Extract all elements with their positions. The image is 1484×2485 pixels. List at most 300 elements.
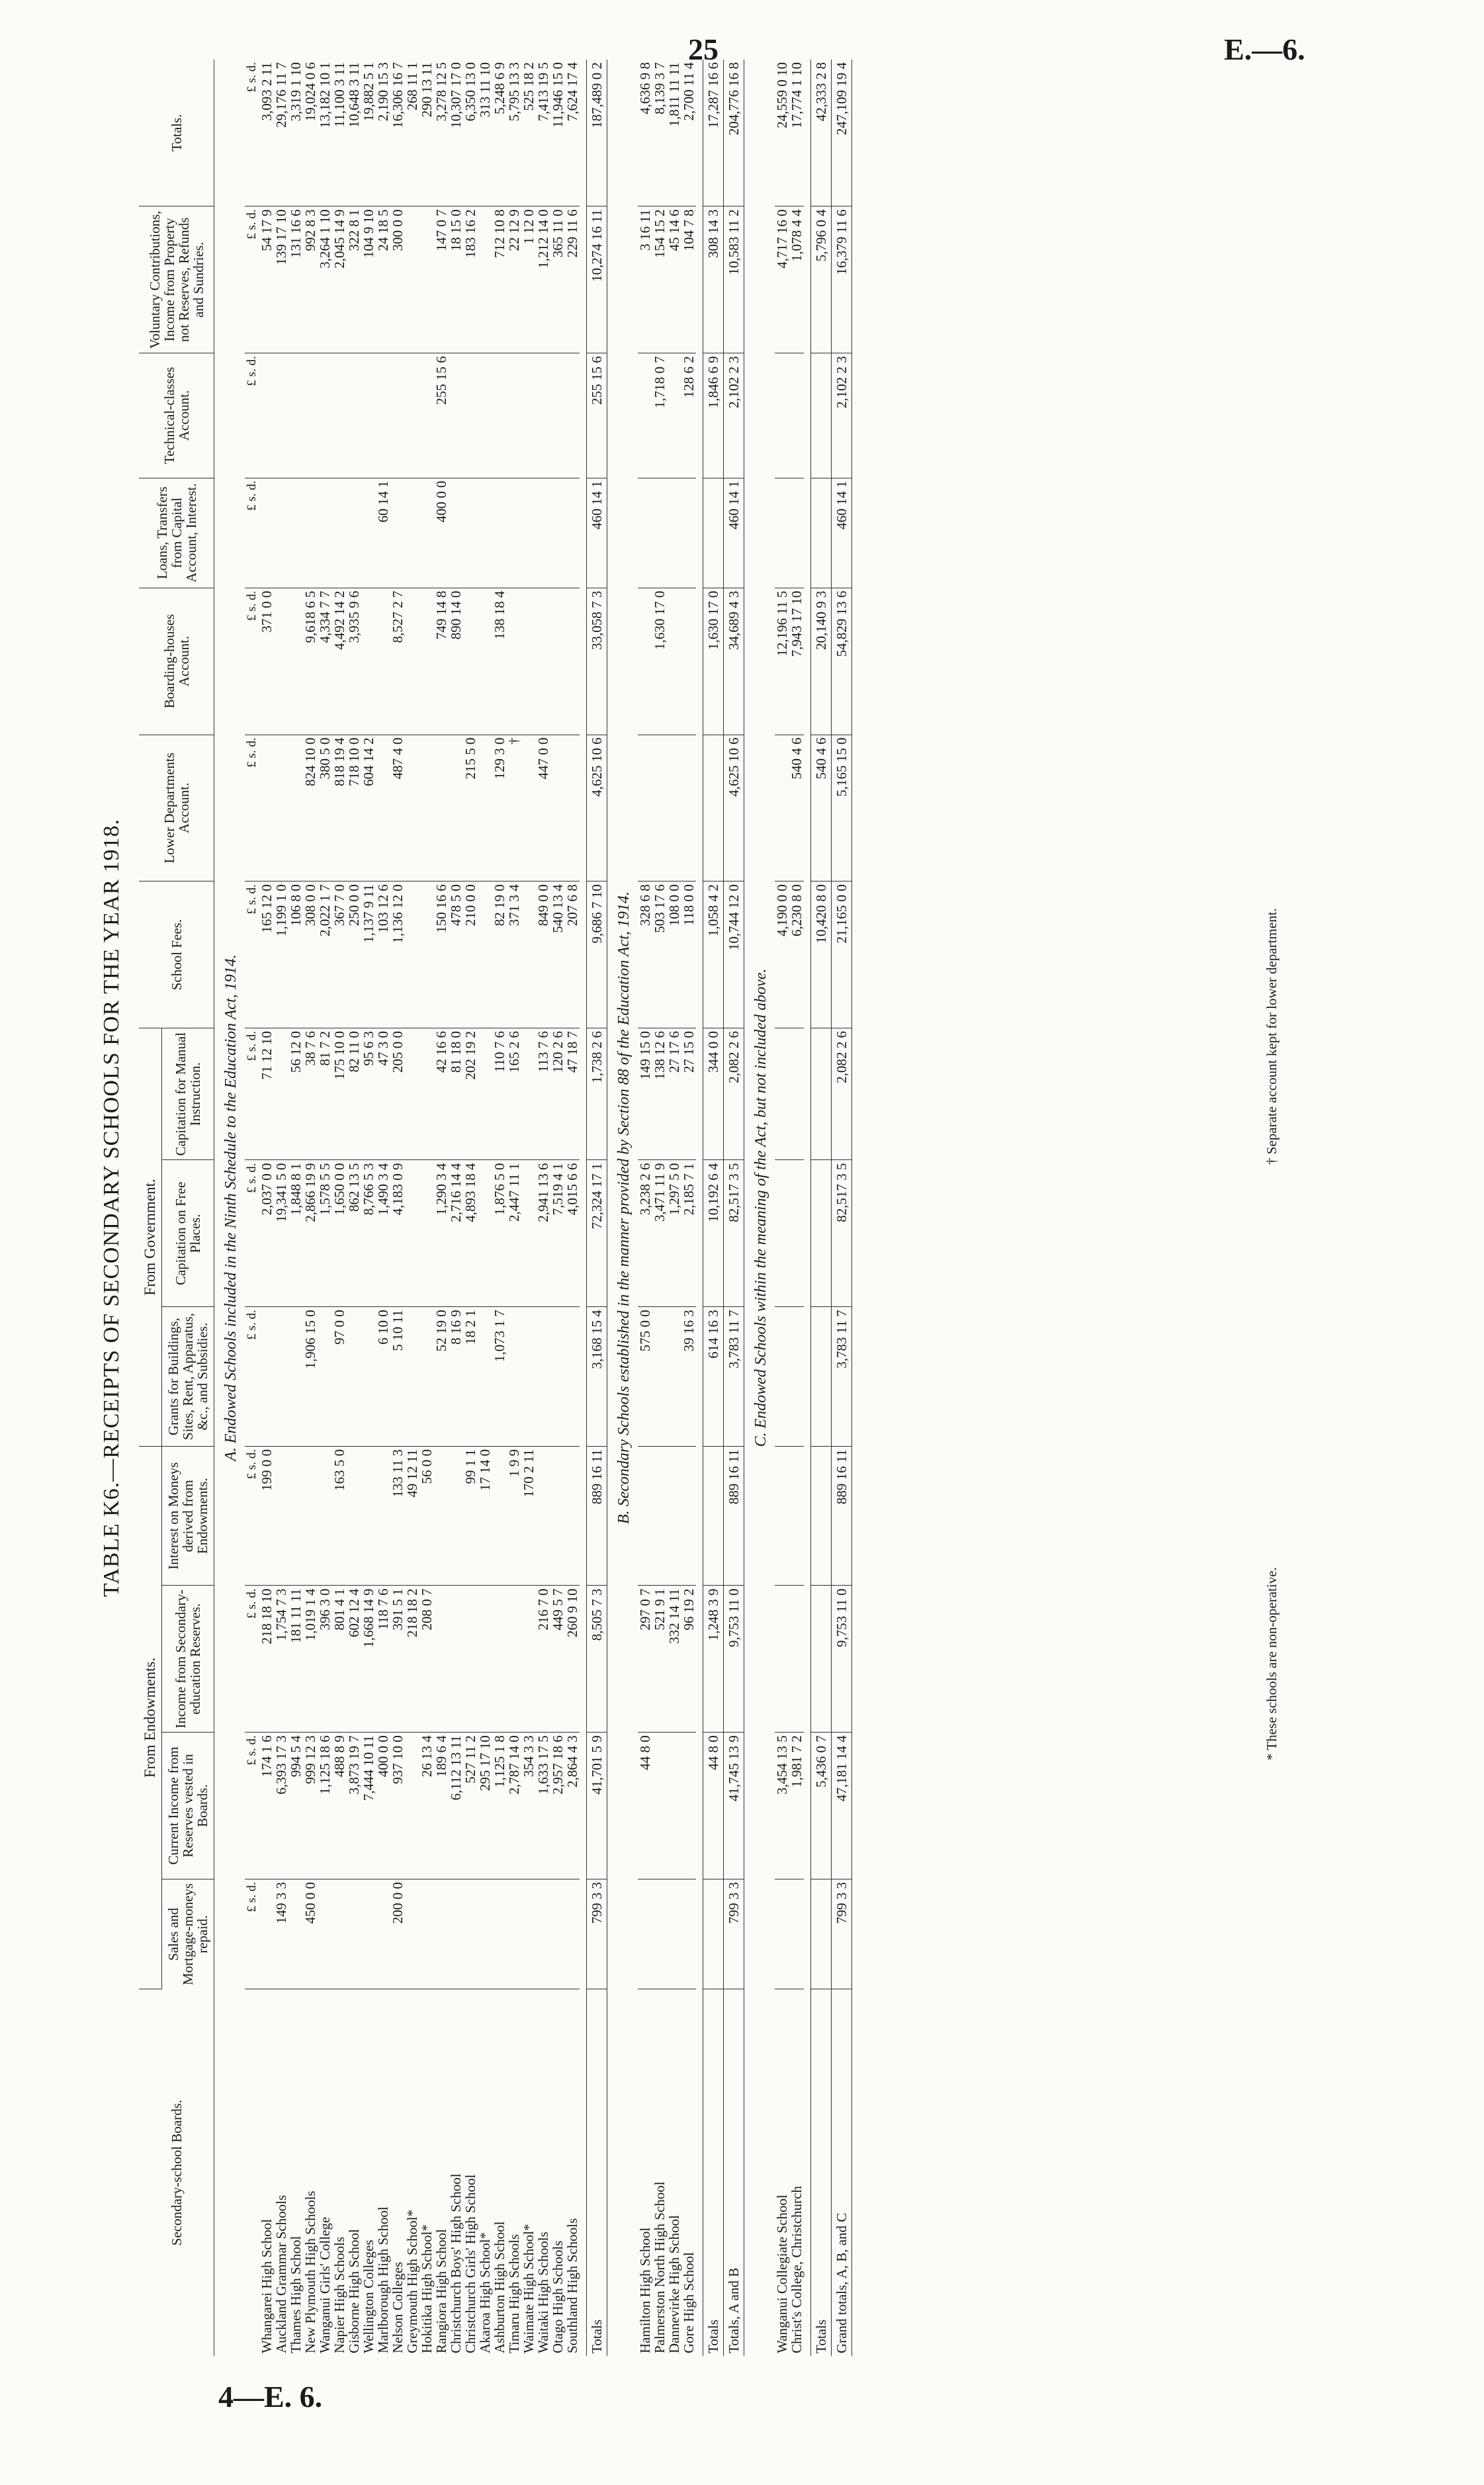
amount-cell xyxy=(419,1879,434,1989)
amount-cell xyxy=(303,478,318,588)
totals-row xyxy=(724,60,744,2356)
amount-cell xyxy=(789,1446,804,1586)
amount-cell xyxy=(507,478,521,588)
amount-cell: 81 7 2 xyxy=(318,1028,332,1160)
amount-cell xyxy=(274,353,288,478)
amount-cell xyxy=(775,1028,789,1160)
amount-cell: 49 12 11 xyxy=(405,1446,419,1586)
amount-cell xyxy=(449,735,463,881)
amount-cell: 202 19 2 xyxy=(463,1028,478,1160)
amount-cell: 71 12 10 xyxy=(259,1028,274,1160)
amount-cell xyxy=(318,1879,332,1989)
amount-cell: 133 11 3 xyxy=(390,1446,405,1586)
amount-cell xyxy=(681,1446,696,1586)
amount-cell xyxy=(390,478,405,588)
amount-cell xyxy=(521,881,536,1028)
school-name: Dannevirke High School xyxy=(666,2215,682,2353)
total-amount-cell: 10,192 6 4 xyxy=(703,1160,724,1307)
total-amount-cell: 41,701 5 9 xyxy=(587,1733,607,1879)
col-header-cap-free: Capitation on Free Places. xyxy=(162,1160,214,1307)
amount-cell: 81 18 0 xyxy=(449,1028,463,1160)
total-amount-cell: 3,168 15 4 xyxy=(587,1307,607,1447)
amount-cell: 1,212 14 0 xyxy=(536,206,550,353)
amount-cell: 2,037 0 0 xyxy=(259,1160,274,1307)
totals-label: Totals, A and B xyxy=(724,1989,744,2356)
amount-cell: 19,024 0 6 xyxy=(303,60,318,206)
amount-cell xyxy=(681,735,696,881)
amount-cell xyxy=(507,1879,521,1989)
totals-label: Totals xyxy=(587,1989,607,2356)
amount-cell xyxy=(478,1160,492,1307)
amount-cell xyxy=(521,353,536,478)
total-amount-cell: 8,505 7 3 xyxy=(587,1586,607,1733)
amount-cell: 131 16 6 xyxy=(288,206,303,353)
amount-cell: 525 18 2 xyxy=(521,60,536,206)
amount-cell xyxy=(478,1307,492,1447)
amount-cell xyxy=(775,1307,789,1447)
school-name: New Plymouth High Schools xyxy=(302,2191,318,2353)
amount-cell xyxy=(478,1586,492,1733)
section-heading-row xyxy=(607,60,638,2356)
amount-cell xyxy=(449,353,463,478)
amount-cell xyxy=(405,206,419,353)
total-amount-cell xyxy=(703,735,724,881)
table-row xyxy=(390,60,405,2356)
amount-cell: 487 4 0 xyxy=(390,735,405,881)
total-amount-cell xyxy=(811,1586,832,1733)
amount-cell: 96 19 2 xyxy=(681,1586,696,1733)
amount-cell xyxy=(775,478,789,588)
amount-cell xyxy=(521,588,536,735)
amount-cell: 890 14 0 xyxy=(449,588,463,735)
table-row xyxy=(507,60,521,2356)
amount-cell xyxy=(419,588,434,735)
amount-cell xyxy=(681,1733,696,1879)
school-name: Wanganui Collegiate School xyxy=(774,2194,790,2353)
amount-cell: 1,019 1 4 xyxy=(303,1586,318,1733)
total-amount-cell: 82,517 3 5 xyxy=(832,1160,852,1307)
units-cell: £ s. d. xyxy=(245,478,259,588)
amount-cell: 1,578 5 5 xyxy=(318,1160,332,1307)
amount-cell xyxy=(507,1307,521,1447)
amount-cell: 106 8 0 xyxy=(288,881,303,1028)
amount-cell: 818 19 4 xyxy=(332,735,347,881)
school-name: Otago High Schools xyxy=(550,2240,566,2353)
amount-cell xyxy=(638,353,652,478)
amount-cell xyxy=(550,735,565,881)
col-header-board: Secondary-school Boards. xyxy=(139,1989,214,2356)
amount-cell xyxy=(521,478,536,588)
amount-cell: 97 0 0 xyxy=(332,1307,347,1447)
total-amount-cell: 9,753 11 0 xyxy=(724,1586,744,1733)
total-amount-cell xyxy=(811,1028,832,1160)
totals-row xyxy=(587,60,607,2356)
amount-cell: 527 11 2 xyxy=(463,1733,478,1879)
table-row xyxy=(789,60,804,2356)
table-row xyxy=(449,60,463,2356)
amount-cell xyxy=(318,353,332,478)
amount-cell: 801 4 1 xyxy=(332,1586,347,1733)
amount-cell: 540 13 4 xyxy=(550,881,565,1028)
amount-cell xyxy=(652,1733,667,1879)
amount-cell: 2,185 7 1 xyxy=(681,1160,696,1307)
amount-cell: 45 14 6 xyxy=(667,206,681,353)
amount-cell xyxy=(478,353,492,478)
group-header-government: From Government. xyxy=(139,1028,162,1446)
receipts-table xyxy=(139,60,852,2356)
amount-cell: 1,848 8 1 xyxy=(288,1160,303,1307)
amount-cell: 1,199 1 0 xyxy=(274,881,288,1028)
total-amount-cell: 10,274 16 11 xyxy=(587,206,607,353)
amount-cell: 1,078 4 4 xyxy=(789,206,804,353)
amount-cell: 218 18 10 xyxy=(259,1586,274,1733)
amount-cell xyxy=(565,735,580,881)
amount-cell: 44 8 0 xyxy=(638,1733,652,1879)
amount-cell: 4,183 0 9 xyxy=(390,1160,405,1307)
amount-cell xyxy=(638,1446,652,1586)
total-amount-cell: 5,796 0 4 xyxy=(811,206,832,353)
amount-cell xyxy=(332,1879,347,1989)
amount-cell xyxy=(419,881,434,1028)
totals-label: Grand totals, A, B, and C xyxy=(832,1989,852,2356)
amount-cell xyxy=(376,735,390,881)
amount-cell: 2,941 13 6 xyxy=(536,1160,550,1307)
amount-cell xyxy=(405,881,419,1028)
total-amount-cell: 889 16 11 xyxy=(724,1446,744,1586)
total-amount-cell: 47,181 14 4 xyxy=(832,1733,852,1879)
total-amount-cell: 4,625 10 6 xyxy=(587,735,607,881)
amount-cell xyxy=(565,1446,580,1586)
amount-cell: 165 2 6 xyxy=(507,1028,521,1160)
amount-cell xyxy=(376,1446,390,1586)
amount-cell: 290 13 11 xyxy=(419,60,434,206)
col-header-cap-manual: Capitation for Manual Instruction. xyxy=(162,1028,214,1160)
amount-cell: 183 16 2 xyxy=(463,206,478,353)
amount-cell: 1 12 0 xyxy=(521,206,536,353)
units-cell: £ s. d. xyxy=(245,588,259,735)
amount-cell xyxy=(652,1307,667,1447)
amount-cell xyxy=(419,1160,434,1307)
amount-cell: 149 15 0 xyxy=(638,1028,652,1160)
total-amount-cell: 20,140 9 3 xyxy=(811,588,832,735)
total-amount-cell: 889 16 11 xyxy=(832,1446,852,1586)
amount-cell xyxy=(449,1586,463,1733)
amount-cell: 18 2 1 xyxy=(463,1307,478,1447)
units-row xyxy=(245,60,259,2356)
amount-cell xyxy=(274,478,288,588)
amount-cell xyxy=(419,1028,434,1160)
units-cell: £ s. d. xyxy=(245,1586,259,1733)
amount-cell: 297 0 7 xyxy=(638,1586,652,1733)
amount-cell xyxy=(463,478,478,588)
amount-cell xyxy=(449,1879,463,1989)
school-name: Rangiora High School xyxy=(433,2229,449,2353)
amount-cell: 12,196 11 5 xyxy=(775,588,789,735)
amount-cell: 1,290 3 4 xyxy=(434,1160,449,1307)
school-name: Christ's College, Christchurch xyxy=(789,2186,805,2353)
amount-cell xyxy=(332,478,347,588)
amount-cell xyxy=(259,353,274,478)
amount-cell: 38 7 6 xyxy=(303,1028,318,1160)
amount-cell: 1,297 5 0 xyxy=(667,1160,681,1307)
table-row xyxy=(405,60,419,2356)
amount-cell: 113 7 6 xyxy=(536,1028,550,1160)
amount-cell: 1,981 7 2 xyxy=(789,1733,804,1879)
amount-cell xyxy=(652,1446,667,1586)
amount-cell: 3,319 1 10 xyxy=(288,60,303,206)
amount-cell xyxy=(652,478,667,588)
school-name: Auckland Grammar Schools xyxy=(273,2194,289,2353)
amount-cell: 27 15 0 xyxy=(681,1028,696,1160)
amount-cell: 8,527 2 7 xyxy=(390,588,405,735)
amount-cell xyxy=(521,735,536,881)
total-amount-cell: 41,745 13 9 xyxy=(724,1733,744,1879)
amount-cell xyxy=(288,1879,303,1989)
amount-cell xyxy=(667,1733,681,1879)
total-amount-cell: 2,102 2 3 xyxy=(832,353,852,478)
amount-cell: 488 8 9 xyxy=(332,1733,347,1879)
total-amount-cell: 308 14 3 xyxy=(703,206,724,353)
amount-cell xyxy=(667,1879,681,1989)
amount-cell: 2,866 19 9 xyxy=(303,1160,318,1307)
amount-cell xyxy=(361,1307,376,1447)
total-amount-cell: 204,776 16 8 xyxy=(724,60,744,206)
units-spacer xyxy=(245,1989,259,2356)
total-amount-cell: 344 0 0 xyxy=(703,1028,724,1160)
amount-cell xyxy=(347,1307,361,1447)
amount-cell xyxy=(463,353,478,478)
amount-cell xyxy=(405,353,419,478)
amount-cell xyxy=(478,206,492,353)
amount-cell xyxy=(478,1028,492,1160)
spacer-row xyxy=(804,60,811,2356)
table-row xyxy=(376,60,390,2356)
amount-cell: 181 11 11 xyxy=(288,1586,303,1733)
amount-cell xyxy=(667,1446,681,1586)
amount-cell: 56 0 0 xyxy=(419,1446,434,1586)
amount-cell xyxy=(405,1733,419,1879)
amount-cell: 2,022 1 7 xyxy=(318,881,332,1028)
amount-cell: 52 19 0 xyxy=(434,1307,449,1447)
amount-cell: 1,633 17 5 xyxy=(536,1733,550,1879)
rotated-table-sheet xyxy=(99,60,1290,2356)
amount-cell: 2,716 14 4 xyxy=(449,1160,463,1307)
amount-cell: 1,906 15 0 xyxy=(303,1307,318,1447)
amount-cell: 17,774 1 10 xyxy=(789,60,804,206)
table-title: TABLE K6.—RECEIPTS OF SECONDARY SCHOOLS FOR THE YEAR 1918. xyxy=(99,818,124,1598)
col-header-current-income: Current Income from Reserves vested in Boards. xyxy=(162,1733,214,1879)
total-amount-cell: 1,058 4 2 xyxy=(703,881,724,1028)
amount-cell xyxy=(318,1446,332,1586)
amount-cell: 380 5 0 xyxy=(318,735,332,881)
total-amount-cell xyxy=(703,1879,724,1989)
total-amount-cell: 2,082 2 6 xyxy=(724,1028,744,1160)
amount-cell: 6,230 8 0 xyxy=(789,881,804,1028)
amount-cell: 371 3 4 xyxy=(507,881,521,1028)
school-name: Christchurch Boys' High School xyxy=(448,2173,464,2353)
amount-cell xyxy=(536,478,550,588)
total-amount-cell: 1,846 6 9 xyxy=(703,353,724,478)
amount-cell: 7,444 10 11 xyxy=(361,1733,376,1879)
amount-cell xyxy=(274,1028,288,1160)
total-amount-cell xyxy=(703,478,724,588)
amount-cell xyxy=(667,478,681,588)
units-cell: £ s. d. xyxy=(245,1879,259,1989)
total-amount-cell: 614 16 3 xyxy=(703,1307,724,1447)
table-row xyxy=(521,60,536,2356)
amount-cell: 937 10 0 xyxy=(390,1733,405,1879)
amount-cell xyxy=(775,353,789,478)
totals-row xyxy=(703,60,724,2356)
amount-cell xyxy=(361,353,376,478)
amount-cell: 999 12 3 xyxy=(303,1733,318,1879)
amount-cell xyxy=(565,1879,580,1989)
amount-cell: 207 6 8 xyxy=(565,881,580,1028)
total-amount-cell: 460 14 1 xyxy=(587,478,607,588)
amount-cell xyxy=(449,1446,463,1586)
amount-cell xyxy=(376,588,390,735)
amount-cell xyxy=(550,478,565,588)
amount-cell: 118 7 6 xyxy=(376,1586,390,1733)
amount-cell: 8 16 9 xyxy=(449,1307,463,1447)
amount-cell: 205 0 0 xyxy=(390,1028,405,1160)
amount-cell: 174 1 6 xyxy=(259,1733,274,1879)
amount-cell: 120 2 6 xyxy=(550,1028,565,1160)
amount-cell: 540 4 6 xyxy=(789,735,804,881)
amount-cell xyxy=(390,353,405,478)
units-cell: £ s. d. xyxy=(245,735,259,881)
amount-cell xyxy=(405,1028,419,1160)
amount-cell: 478 5 0 xyxy=(449,881,463,1028)
amount-cell: 3,935 9 6 xyxy=(347,588,361,735)
total-amount-cell: 33,058 7 3 xyxy=(587,588,607,735)
amount-cell: 24 18 5 xyxy=(376,206,390,353)
amount-cell xyxy=(667,588,681,735)
amount-cell: 29,176 11 7 xyxy=(274,60,288,206)
amount-cell xyxy=(521,1586,536,1733)
units-cell: £ s. d. xyxy=(245,206,259,353)
amount-cell: 216 7 0 xyxy=(536,1586,550,1733)
amount-cell: 322 8 1 xyxy=(347,206,361,353)
amount-cell xyxy=(565,588,580,735)
amount-cell: 215 5 0 xyxy=(463,735,478,881)
amount-cell: 6 10 0 xyxy=(376,1307,390,1447)
footnote-separate-account: † Separate account kept for lower department. xyxy=(1264,908,1280,1165)
total-amount-cell: 3,783 11 7 xyxy=(724,1307,744,1447)
total-amount-cell: 460 14 1 xyxy=(832,478,852,588)
amount-cell xyxy=(638,478,652,588)
amount-cell: 218 18 2 xyxy=(405,1586,419,1733)
amount-cell: 19,882 5 1 xyxy=(361,60,376,206)
table-row xyxy=(347,60,361,2356)
amount-cell: 268 11 1 xyxy=(405,60,419,206)
amount-cell: 1,125 18 6 xyxy=(318,1733,332,1879)
amount-cell: 2,447 11 1 xyxy=(507,1160,521,1307)
amount-cell: 19,341 5 0 xyxy=(274,1160,288,1307)
amount-cell xyxy=(405,1879,419,1989)
amount-cell: 1,668 14 9 xyxy=(361,1586,376,1733)
amount-cell xyxy=(565,353,580,478)
amount-cell: 82 19 0 xyxy=(492,881,507,1028)
amount-cell: 260 9 10 xyxy=(565,1586,580,1733)
total-amount-cell: 9,686 7 10 xyxy=(587,881,607,1028)
amount-cell xyxy=(463,1586,478,1733)
amount-cell: 994 5 4 xyxy=(288,1733,303,1879)
amount-cell: 3,471 11 9 xyxy=(652,1160,667,1307)
section-heading-row xyxy=(744,60,775,2356)
amount-cell: 149 3 3 xyxy=(274,1879,288,1989)
amount-cell: 313 11 10 xyxy=(478,60,492,206)
total-amount-cell: 10,420 8 0 xyxy=(811,881,832,1028)
total-amount-cell xyxy=(811,1307,832,1447)
amount-cell xyxy=(775,1446,789,1586)
amount-cell: 602 12 4 xyxy=(347,1586,361,1733)
total-amount-cell: 255 15 6 xyxy=(587,353,607,478)
amount-cell: 1,754 7 3 xyxy=(274,1586,288,1733)
amount-cell: 199 0 0 xyxy=(259,1446,274,1586)
page-number: 25 xyxy=(688,32,719,66)
footnote-non-operative: * These schools are non-operative. xyxy=(1264,1567,1280,1760)
col-header-grants: Grants for Buildings, Sites, Rent, Apparatus, &c., and Subsidies. xyxy=(162,1307,214,1447)
amount-cell: 824 10 0 xyxy=(303,735,318,881)
amount-cell: 13,182 10 1 xyxy=(318,60,332,206)
col-header-boarding: Boarding-houses Account. xyxy=(139,588,214,735)
amount-cell: 150 16 6 xyxy=(434,881,449,1028)
table-row xyxy=(419,60,434,2356)
amount-cell: 2,787 14 0 xyxy=(507,1733,521,1879)
amount-cell xyxy=(434,735,449,881)
amount-cell: 82 11 0 xyxy=(347,1028,361,1160)
amount-cell xyxy=(288,1446,303,1586)
amount-cell: 56 12 0 xyxy=(288,1028,303,1160)
amount-cell xyxy=(347,1879,361,1989)
amount-cell xyxy=(550,1307,565,1447)
amount-cell: 10,307 17 0 xyxy=(449,60,463,206)
amount-cell: 3,238 2 6 xyxy=(638,1160,652,1307)
amount-cell: 4,015 6 6 xyxy=(565,1160,580,1307)
spacer-cell xyxy=(696,60,703,2356)
amount-cell xyxy=(521,1879,536,1989)
amount-cell xyxy=(434,1586,449,1733)
amount-cell xyxy=(565,478,580,588)
amount-cell: 2,700 11 4 xyxy=(681,60,696,206)
amount-cell xyxy=(288,353,303,478)
table-body xyxy=(214,60,852,2356)
amount-cell: 332 14 11 xyxy=(667,1586,681,1733)
units-cell: £ s. d. xyxy=(245,353,259,478)
total-amount-cell: 540 4 6 xyxy=(811,735,832,881)
amount-cell: 3 16 11 xyxy=(638,206,652,353)
amount-cell: 367 7 0 xyxy=(332,881,347,1028)
amount-cell: 3,278 12 5 xyxy=(434,60,449,206)
amount-cell xyxy=(521,1028,536,1160)
section-heading: C. Endowed Schools within the meaning of the Act, but not included above. xyxy=(752,968,769,1447)
school-name: Southland High Schools xyxy=(564,2218,580,2353)
table-row xyxy=(565,60,580,2356)
amount-cell: 712 10 8 xyxy=(492,206,507,353)
table-row xyxy=(463,60,478,2356)
total-amount-cell xyxy=(811,1879,832,1989)
amount-cell xyxy=(667,735,681,881)
totals-row xyxy=(832,60,852,2356)
amount-cell: 2,957 18 6 xyxy=(550,1733,565,1879)
amount-cell: 4,636 9 8 xyxy=(638,60,652,206)
amount-cell: 24,559 0 10 xyxy=(775,60,789,206)
total-amount-cell: 10,583 11 2 xyxy=(724,206,744,353)
total-amount-cell: 799 3 3 xyxy=(832,1879,852,1989)
group-header-endowments: From Endowments. xyxy=(139,1446,162,1989)
amount-cell: 2,864 4 3 xyxy=(565,1733,580,1879)
